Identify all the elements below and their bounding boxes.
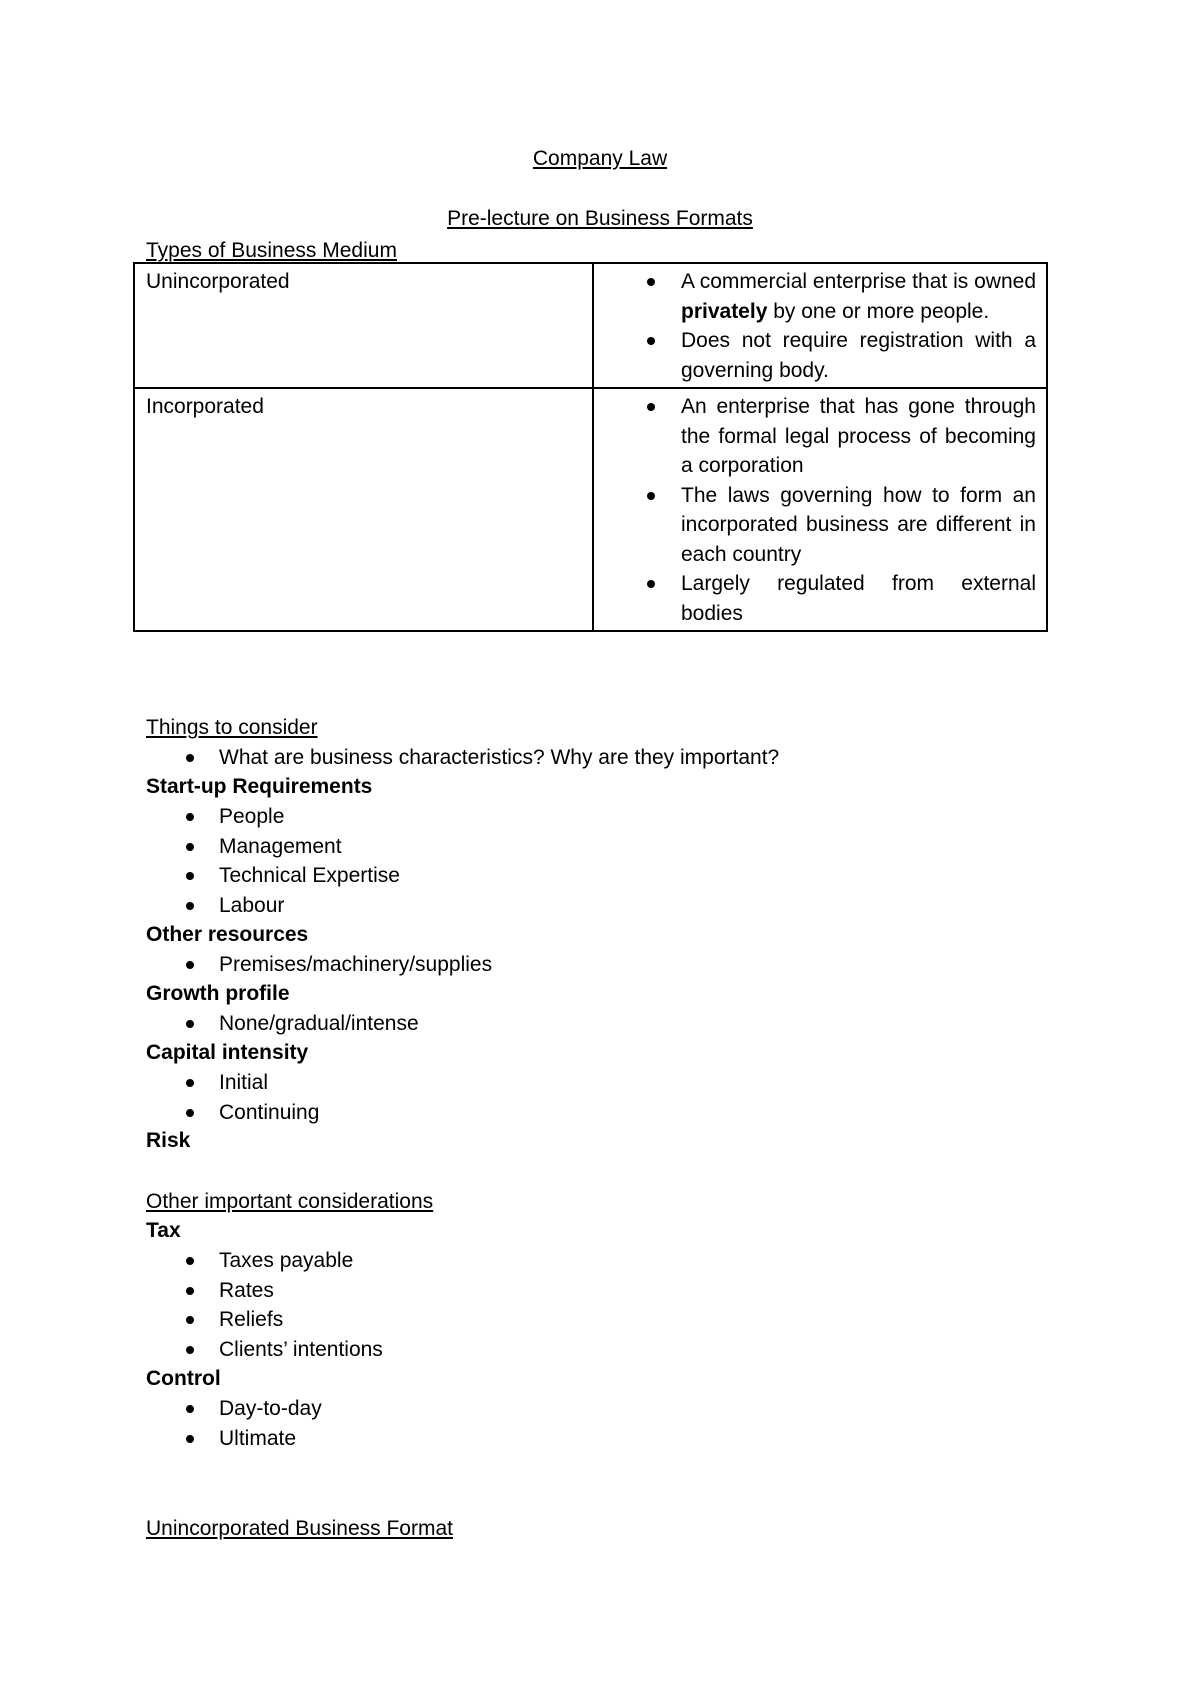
other-resources-list — [146, 950, 492, 980]
table-row — [134, 388, 1047, 631]
types-heading: Types of Business Medium — [146, 239, 397, 262]
points-list — [605, 267, 1036, 385]
bullet-icon — [186, 872, 194, 880]
unincorporated-heading: Unincorporated Business Format — [146, 1517, 453, 1540]
business-types-table — [133, 262, 1048, 632]
points-cell — [593, 263, 1047, 388]
capital-list — [146, 1068, 319, 1127]
list-item: Taxes payable — [146, 1246, 383, 1276]
type-cell — [134, 388, 593, 631]
type-label: Incorporated — [146, 395, 264, 418]
bullet-icon — [186, 1435, 194, 1443]
bullet-icon — [186, 1020, 194, 1028]
list-item: Reliefs — [146, 1305, 383, 1335]
emphasis-text: privately — [681, 299, 768, 323]
list-item: Rates — [146, 1276, 383, 1306]
other-considerations-heading: Other important considerations — [146, 1190, 434, 1213]
capital-heading: Capital intensity — [146, 1041, 309, 1064]
list-item: The laws governing how to form an incorporated business are different in each country — [605, 481, 1036, 570]
tax-list — [146, 1246, 383, 1365]
bullet-icon — [647, 278, 655, 286]
things-list — [146, 743, 779, 773]
list-item: People — [146, 802, 400, 832]
bullet-icon — [186, 1287, 194, 1295]
bullet-icon — [647, 580, 655, 588]
list-item: Initial — [146, 1068, 319, 1098]
document-subtitle: Pre-lecture on Business Formats — [447, 207, 753, 230]
startup-heading: Start-up Requirements — [146, 775, 373, 798]
list-item: None/gradual/intense — [146, 1009, 419, 1039]
bullet-icon — [647, 337, 655, 345]
bullet-icon — [186, 843, 194, 851]
risk-heading: Risk — [146, 1129, 191, 1152]
bullet-icon — [647, 403, 655, 411]
list-item: Does not require registration with a governing body. — [605, 326, 1036, 385]
list-item: Premises/machinery/supplies — [146, 950, 492, 980]
bullet-icon — [647, 492, 655, 500]
points-cell — [593, 388, 1047, 631]
type-label: Unincorporated — [146, 270, 290, 293]
list-item: An enterprise that has gone through the formal legal process of becoming a corporation — [605, 392, 1036, 481]
bullet-icon — [186, 961, 194, 969]
bullet-icon — [186, 1257, 194, 1265]
bullet-icon — [186, 1109, 194, 1117]
bullet-icon — [186, 754, 194, 762]
document-title: Company Law — [532, 147, 668, 170]
control-heading: Control — [146, 1367, 221, 1390]
list-item: A commercial enterprise that is owned privately by one or more people. — [605, 267, 1036, 326]
list-item: Largely regulated from external bodies — [605, 569, 1036, 628]
growth-list — [146, 1009, 419, 1039]
list-item: Management — [146, 832, 400, 862]
bullet-icon — [186, 1316, 194, 1324]
growth-heading: Growth profile — [146, 982, 290, 1005]
bullet-icon — [186, 1405, 194, 1413]
table-row — [134, 263, 1047, 388]
list-item: Ultimate — [146, 1424, 322, 1454]
other-resources-heading: Other resources — [146, 923, 309, 946]
list-item: Technical Expertise — [146, 861, 400, 891]
things-heading: Things to consider — [146, 716, 318, 739]
startup-list — [146, 802, 400, 921]
list-item: Labour — [146, 891, 400, 921]
list-item: Day-to-day — [146, 1394, 322, 1424]
points-list — [605, 392, 1036, 628]
bullet-icon — [186, 1079, 194, 1087]
list-item: Continuing — [146, 1098, 319, 1128]
type-cell — [134, 263, 593, 388]
bullet-icon — [186, 1346, 194, 1354]
control-list — [146, 1394, 322, 1453]
list-item: What are business characteristics? Why are they important? — [146, 743, 779, 773]
tax-heading: Tax — [146, 1219, 181, 1242]
bullet-icon — [186, 813, 194, 821]
bullet-icon — [186, 902, 194, 910]
list-item: Clients’ intentions — [146, 1335, 383, 1365]
